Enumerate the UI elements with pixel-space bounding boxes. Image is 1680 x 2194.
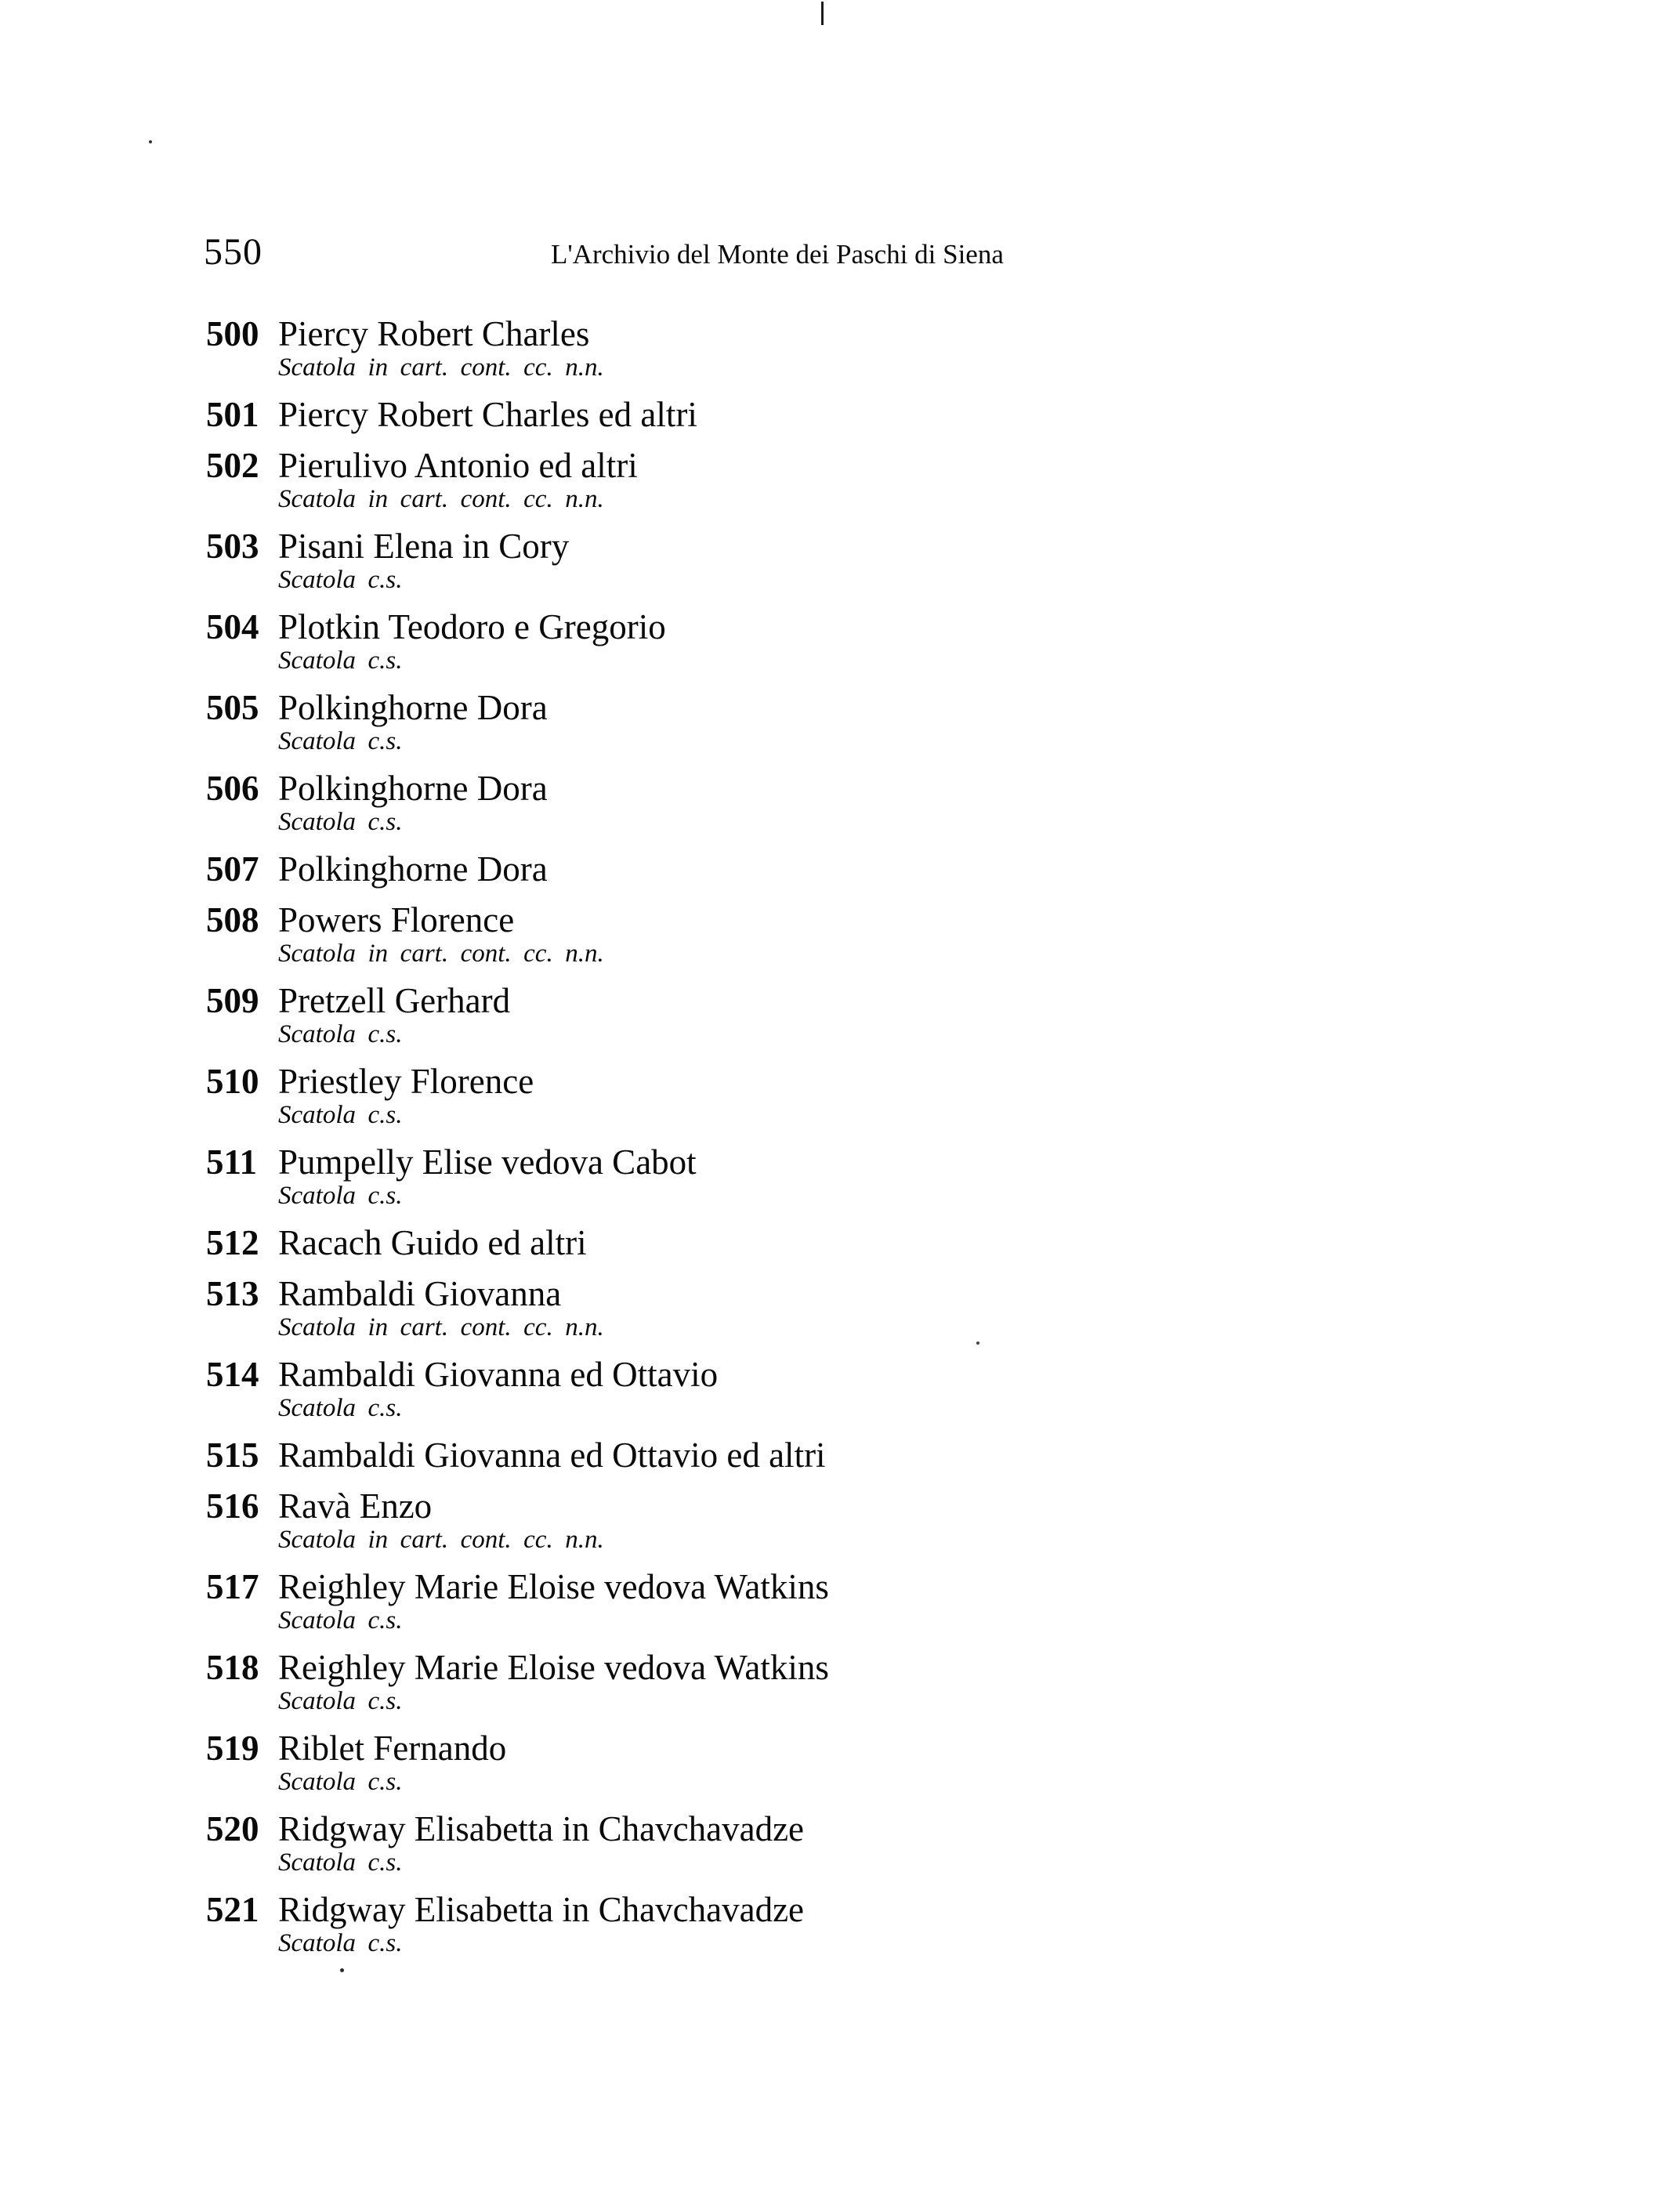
- entry-body: [278, 1063, 1475, 1130]
- entry-number: 512: [206, 1223, 259, 1262]
- entry-number: 509: [206, 981, 259, 1020]
- entry-title: Priestley Florence: [278, 1062, 534, 1101]
- entry-title: Rambaldi Giovanna ed Ottavio: [278, 1355, 719, 1394]
- entry-subtitle: Scatola c.s.: [278, 1848, 403, 1877]
- list-item: [206, 396, 1475, 433]
- entry-title: Pretzell Gerhard: [278, 981, 511, 1020]
- entry-subtitle: Scatola c.s.: [278, 1182, 403, 1210]
- list-item: [206, 1487, 1475, 1555]
- list-item: [206, 1568, 1475, 1635]
- entry-number: 507: [206, 849, 259, 889]
- entry-number: 515: [206, 1436, 259, 1475]
- entry-title: Polkinghorne Dora: [278, 769, 548, 808]
- entry-title: Reighley Marie Eloise vedova Watkins: [278, 1648, 829, 1687]
- entry-subtitle: Scatola c.s.: [278, 1606, 403, 1635]
- entry-title: Ravà Enzo: [278, 1486, 433, 1526]
- entry-body: [278, 769, 1475, 837]
- scan-artifact: [340, 1968, 344, 1972]
- entry-number: 521: [206, 1890, 259, 1929]
- entry-number: 511: [206, 1142, 258, 1182]
- entry-body: [278, 608, 1475, 675]
- list-item: [206, 901, 1475, 968]
- entry-title: Piercy Robert Charles ed altri: [278, 395, 697, 434]
- list-item: [206, 1810, 1475, 1877]
- entry-body: [278, 850, 1475, 888]
- entry-number: 516: [206, 1486, 259, 1526]
- list-item: [206, 1356, 1475, 1423]
- entry-title: Riblet Fernando: [278, 1729, 507, 1768]
- entry-number: 501: [206, 395, 259, 434]
- entry-title: Reighley Marie Eloise vedova Watkins: [278, 1567, 829, 1606]
- entry-number: 502: [206, 446, 259, 485]
- entry-body: [278, 1275, 1475, 1342]
- entry-body: [278, 901, 1475, 968]
- list-item: [206, 1143, 1475, 1211]
- entry-subtitle: Scatola c.s.: [278, 1394, 403, 1422]
- entry-title: Polkinghorne Dora: [278, 688, 548, 727]
- entry-title: Ridgway Elisabetta in Chavchavadze: [278, 1890, 805, 1929]
- list-item: [206, 1275, 1475, 1342]
- list-item: [206, 1063, 1475, 1130]
- entry-number: 505: [206, 688, 259, 727]
- scan-artifact: [821, 2, 824, 25]
- entry-body: [278, 1356, 1475, 1423]
- entry-body: [278, 527, 1475, 595]
- entry-number: 510: [206, 1062, 259, 1101]
- entry-title: Polkinghorne Dora: [278, 849, 548, 889]
- entry-number: 506: [206, 769, 259, 808]
- entry-number: 503: [206, 527, 259, 566]
- entry-body: [278, 315, 1475, 382]
- entry-body: [278, 1143, 1475, 1211]
- entry-number: 519: [206, 1729, 259, 1768]
- entry-subtitle: Scatola in cart. cont. cc. n.n.: [278, 353, 604, 382]
- entry-title: Rambaldi Giovanna: [278, 1274, 562, 1313]
- entry-title: Ridgway Elisabetta in Chavchavadze: [278, 1809, 805, 1848]
- entry-subtitle: Scatola c.s.: [278, 1687, 403, 1715]
- entry-title: Pumpelly Elise vedova Cabot: [278, 1142, 697, 1182]
- scan-artifact: [149, 140, 152, 143]
- entry-number: 520: [206, 1809, 259, 1848]
- entry-subtitle: Scatola c.s.: [278, 1768, 403, 1796]
- list-item: [206, 527, 1475, 595]
- entry-body: [278, 447, 1475, 514]
- entry-body: [278, 1568, 1475, 1635]
- entry-body: [278, 1224, 1475, 1262]
- entry-title: Racach Guido ed altri: [278, 1223, 587, 1262]
- list-item: [206, 608, 1475, 675]
- entry-body: [278, 1487, 1475, 1555]
- running-title: L'Archivio del Monte dei Paschi di Siena: [551, 239, 1004, 270]
- list-item: [206, 1224, 1475, 1262]
- list-item: [206, 850, 1475, 888]
- list-item: [206, 769, 1475, 837]
- entry-subtitle: Scatola c.s.: [278, 566, 403, 594]
- entry-subtitle: Scatola in cart. cont. cc. n.n.: [278, 940, 604, 968]
- entry-subtitle: Scatola c.s.: [278, 646, 403, 675]
- entry-subtitle: Scatola c.s.: [278, 1020, 403, 1048]
- entry-body: [278, 1810, 1475, 1877]
- entry-title: Powers Florence: [278, 900, 515, 940]
- entry-number: 500: [206, 314, 259, 353]
- page-number: 550: [204, 231, 262, 273]
- entry-subtitle: Scatola c.s.: [278, 808, 403, 836]
- entry-body: [278, 396, 1475, 433]
- list-item: [206, 1729, 1475, 1797]
- entry-body: [278, 1891, 1475, 1958]
- entry-subtitle: Scatola c.s.: [278, 1929, 403, 1957]
- list-item: [206, 1891, 1475, 1958]
- scan-artifact: [976, 1341, 979, 1345]
- entry-number: 504: [206, 607, 259, 646]
- entry-body: [278, 1436, 1475, 1474]
- list-item: [206, 982, 1475, 1049]
- entry-subtitle: Scatola in cart. cont. cc. n.n.: [278, 485, 604, 513]
- entry-title: Plotkin Teodoro e Gregorio: [278, 607, 666, 646]
- entry-list: [206, 315, 1475, 1971]
- entry-title: Pierulivo Antonio ed altri: [278, 446, 638, 485]
- entry-title: Rambaldi Giovanna ed Ottavio ed altri: [278, 1436, 826, 1475]
- entry-subtitle: Scatola in cart. cont. cc. n.n.: [278, 1313, 604, 1341]
- list-item: [206, 1436, 1475, 1474]
- entry-number: 514: [206, 1355, 259, 1394]
- entry-subtitle: Scatola c.s.: [278, 727, 403, 755]
- entry-number: 517: [206, 1567, 259, 1606]
- list-item: [206, 1649, 1475, 1716]
- list-item: [206, 447, 1475, 514]
- entry-body: [278, 1729, 1475, 1797]
- entry-number: 508: [206, 900, 259, 940]
- entry-title: Pisani Elena in Cory: [278, 527, 570, 566]
- entry-number: 518: [206, 1648, 259, 1687]
- list-item: [206, 315, 1475, 382]
- entry-body: [278, 689, 1475, 756]
- entry-body: [278, 982, 1475, 1049]
- entry-body: [278, 1649, 1475, 1716]
- entry-subtitle: Scatola in cart. cont. cc. n.n.: [278, 1526, 604, 1554]
- entry-number: 513: [206, 1274, 259, 1313]
- entry-title: Piercy Robert Charles: [278, 314, 590, 353]
- entry-subtitle: Scatola c.s.: [278, 1101, 403, 1129]
- list-item: [206, 689, 1475, 756]
